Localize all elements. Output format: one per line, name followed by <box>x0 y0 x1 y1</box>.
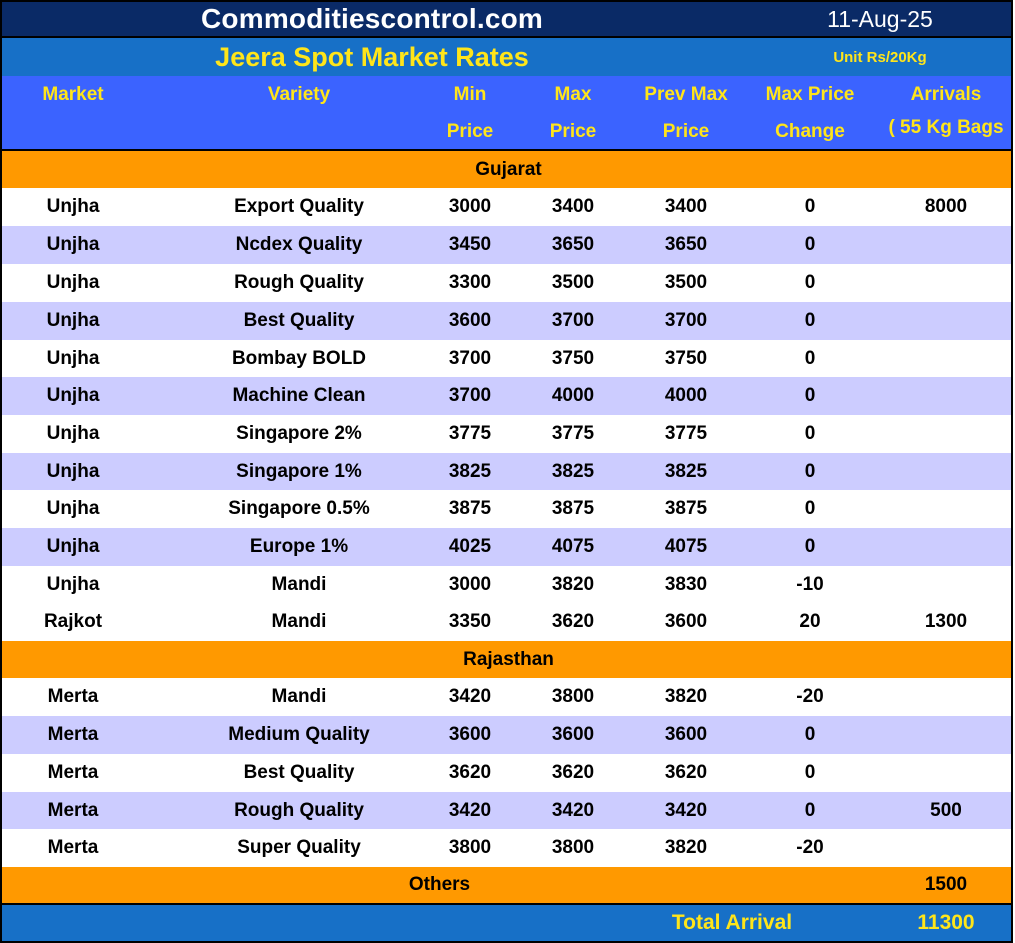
cell-arrivals <box>880 678 1012 716</box>
table-row <box>0 716 1013 754</box>
cell-arrivals <box>880 226 1012 264</box>
table-row <box>0 188 1013 226</box>
cell-min-price: 3600 <box>448 310 492 331</box>
cell-arrivals <box>880 566 1012 604</box>
cell-market: Merta <box>47 762 99 783</box>
cell-arrivals <box>880 453 1012 491</box>
cell-min-price: 3700 <box>448 385 492 406</box>
cell-max-price: 3650 <box>551 234 595 255</box>
cell-prev-max-price: 3400 <box>664 196 708 217</box>
cell-min-price: 4025 <box>448 536 492 557</box>
cell-max-price-change: 0 <box>804 310 816 331</box>
cell-max-price-change: 0 <box>804 234 816 255</box>
cell-arrivals <box>880 415 1012 453</box>
cell-prev-max-price: 3420 <box>664 800 708 821</box>
column-header-line: Price <box>446 121 494 142</box>
cell-market: Unjha <box>46 536 100 557</box>
cell-max-price: 3875 <box>551 498 595 519</box>
cell-market: Merta <box>47 837 99 858</box>
cell-max-price-change: 0 <box>804 196 816 217</box>
cell-max-price: 3500 <box>551 272 595 293</box>
subtitle-band <box>0 38 1013 76</box>
cell-prev-max-price: 4000 <box>664 385 708 406</box>
cell-market: Unjha <box>46 423 100 444</box>
cell-max-price: 3800 <box>551 837 595 858</box>
cell-min-price: 3825 <box>448 461 492 482</box>
column-header-line: Prev Max <box>644 84 728 105</box>
cell-variety: Best Quality <box>243 762 355 783</box>
cell-max-price-change: 0 <box>804 498 816 519</box>
cell-prev-max-price: 3600 <box>664 611 708 632</box>
cell-market: Merta <box>47 686 99 707</box>
cell-prev-max-price: 4075 <box>664 536 708 557</box>
table-row <box>0 302 1013 340</box>
cell-market: Merta <box>47 800 99 821</box>
cell-arrivals <box>880 264 1012 302</box>
section-header-gujarat <box>0 151 1013 188</box>
table-row <box>0 678 1013 716</box>
cell-variety: Best Quality <box>243 310 355 331</box>
cell-market: Rajkot <box>43 611 103 632</box>
cell-prev-max-price: 3700 <box>664 310 708 331</box>
table-row <box>0 340 1013 378</box>
column-header-arrivals <box>880 76 1012 149</box>
cell-arrivals <box>880 302 1012 340</box>
cell-arrivals: 8000 <box>924 196 968 217</box>
cell-variety: Machine Clean <box>232 385 366 406</box>
cell-max-price-change: 0 <box>804 724 816 745</box>
cell-prev-max-price: 3650 <box>664 234 708 255</box>
cell-min-price: 3875 <box>448 498 492 519</box>
cell-arrivals <box>880 340 1012 378</box>
report-date: 11-Aug-25 <box>827 5 933 32</box>
report-subtitle: Jeera Spot Market Rates <box>215 41 529 72</box>
table-row <box>0 566 1013 604</box>
cell-min-price: 3420 <box>448 800 492 821</box>
unit-label: Unit Rs/20Kg <box>833 48 927 66</box>
cell-min-price: 3620 <box>448 762 492 783</box>
column-header-line: Price <box>549 121 597 142</box>
cell-max-price: 4000 <box>551 385 595 406</box>
total-label: Total Arrival <box>671 911 793 934</box>
cell-variety: Mandi <box>271 611 327 632</box>
cell-market: Unjha <box>46 234 100 255</box>
column-header-line: ( 55 Kg Bags <box>888 117 1004 138</box>
column-header-prev-max-price <box>626 76 746 149</box>
cell-max-price: 3700 <box>551 310 595 331</box>
cell-min-price: 3600 <box>448 724 492 745</box>
cell-variety: Singapore 0.5% <box>228 498 370 519</box>
cell-max-price-change: 0 <box>804 800 816 821</box>
cell-prev-max-price: 3875 <box>664 498 708 519</box>
cell-variety: Singapore 1% <box>236 461 362 482</box>
cell-arrivals <box>880 829 1012 867</box>
cell-max-price: 3825 <box>551 461 595 482</box>
cell-market: Unjha <box>46 461 100 482</box>
cell-variety: Rough Quality <box>234 272 364 293</box>
cell-min-price: 3800 <box>448 837 492 858</box>
table-row <box>0 754 1013 792</box>
cell-prev-max-price: 3825 <box>664 461 708 482</box>
cell-prev-max-price: 3820 <box>664 686 708 707</box>
section-label: Gujarat <box>475 158 542 180</box>
cell-max-price: 3800 <box>551 686 595 707</box>
table-row <box>0 453 1013 491</box>
cell-prev-max-price: 3620 <box>664 762 708 783</box>
cell-arrivals <box>880 490 1012 528</box>
column-header-line: Change <box>775 121 845 142</box>
cell-variety: Mandi <box>271 574 327 595</box>
table-row <box>0 415 1013 453</box>
column-header-line: Arrivals <box>910 84 982 105</box>
cell-max-price: 3400 <box>551 196 595 217</box>
column-header-min-price <box>420 76 520 149</box>
cell-min-price: 3775 <box>448 423 492 444</box>
cell-variety: Super Quality <box>237 837 361 858</box>
cell-variety: Europe 1% <box>249 536 349 557</box>
cell-market: Unjha <box>46 272 100 293</box>
cell-market: Unjha <box>46 574 100 595</box>
cell-arrivals: 500 <box>930 800 962 821</box>
cell-max-price-change: 0 <box>804 272 816 293</box>
cell-max-price-change: -10 <box>796 574 824 595</box>
cell-prev-max-price: 3830 <box>664 574 708 595</box>
cell-max-price-change: 0 <box>804 536 816 557</box>
column-header-max-price <box>523 76 623 149</box>
cell-max-price: 3750 <box>551 348 595 369</box>
table-row <box>0 603 1013 641</box>
cell-arrivals <box>880 716 1012 754</box>
column-header-line: Market <box>42 84 104 105</box>
cell-variety: Bombay BOLD <box>231 348 367 369</box>
cell-prev-max-price: 3775 <box>664 423 708 444</box>
others-arrivals: 1500 <box>924 874 968 895</box>
cell-variety: Export Quality <box>234 196 364 217</box>
cell-market: Unjha <box>46 348 100 369</box>
cell-market: Merta <box>47 724 99 745</box>
cell-max-price: 3420 <box>551 800 595 821</box>
cell-prev-max-price: 3600 <box>664 724 708 745</box>
table-row <box>0 528 1013 566</box>
cell-max-price-change: -20 <box>796 686 824 707</box>
table-row <box>0 792 1013 830</box>
column-header-line: Variety <box>267 84 331 105</box>
column-header-market <box>2 76 144 149</box>
total-row <box>0 903 1013 943</box>
cell-max-price-change: 0 <box>804 461 816 482</box>
cell-max-price-change: 0 <box>804 423 816 444</box>
cell-max-price-change: 0 <box>804 762 816 783</box>
others-row <box>0 867 1013 903</box>
cell-variety: Singapore 2% <box>236 423 362 444</box>
table-row <box>0 490 1013 528</box>
cell-min-price: 3000 <box>448 196 492 217</box>
cell-max-price-change: 0 <box>804 348 816 369</box>
cell-market: Unjha <box>46 498 100 519</box>
cell-min-price: 3000 <box>448 574 492 595</box>
cell-market: Unjha <box>46 385 100 406</box>
cell-variety: Medium Quality <box>228 724 370 745</box>
cell-arrivals <box>880 377 1012 415</box>
cell-market: Unjha <box>46 310 100 331</box>
cell-max-price-change: 20 <box>799 611 821 632</box>
cell-min-price: 3350 <box>448 611 492 632</box>
total-arrivals: 11300 <box>917 911 975 934</box>
table-row <box>0 226 1013 264</box>
cell-max-price: 4075 <box>551 536 595 557</box>
table-row <box>0 264 1013 302</box>
cell-max-price: 3600 <box>551 724 595 745</box>
cell-market: Unjha <box>46 196 100 217</box>
cell-variety: Ncdex Quality <box>235 234 363 255</box>
cell-prev-max-price: 3500 <box>664 272 708 293</box>
table-row <box>0 377 1013 415</box>
cell-variety: Rough Quality <box>234 800 364 821</box>
cell-prev-max-price: 3750 <box>664 348 708 369</box>
cell-max-price: 3775 <box>551 423 595 444</box>
cell-max-price: 3620 <box>551 611 595 632</box>
column-header-band <box>0 76 1013 151</box>
cell-arrivals: 1300 <box>924 611 968 632</box>
column-header-line: Max Price <box>765 84 855 105</box>
others-label: Others <box>408 874 471 895</box>
table-row <box>0 829 1013 867</box>
column-header-line: Max <box>554 84 592 105</box>
cell-min-price: 3700 <box>448 348 492 369</box>
cell-prev-max-price: 3820 <box>664 837 708 858</box>
cell-variety: Mandi <box>271 686 327 707</box>
cell-max-price: 3820 <box>551 574 595 595</box>
cell-max-price-change: -20 <box>796 837 824 858</box>
cell-min-price: 3300 <box>448 272 492 293</box>
section-header-rajasthan <box>0 641 1013 678</box>
column-header-line: Price <box>662 121 710 142</box>
cell-min-price: 3450 <box>448 234 492 255</box>
cell-arrivals <box>880 528 1012 566</box>
column-header-variety <box>184 76 414 149</box>
cell-min-price: 3420 <box>448 686 492 707</box>
column-header-line: Min <box>453 84 487 105</box>
column-header-max-price-change <box>750 76 870 149</box>
title-band <box>0 0 1013 38</box>
section-label: Rajasthan <box>463 648 554 670</box>
site-title: Commoditiescontrol.com <box>201 3 543 34</box>
cell-max-price-change: 0 <box>804 385 816 406</box>
cell-arrivals <box>880 754 1012 792</box>
cell-max-price: 3620 <box>551 762 595 783</box>
